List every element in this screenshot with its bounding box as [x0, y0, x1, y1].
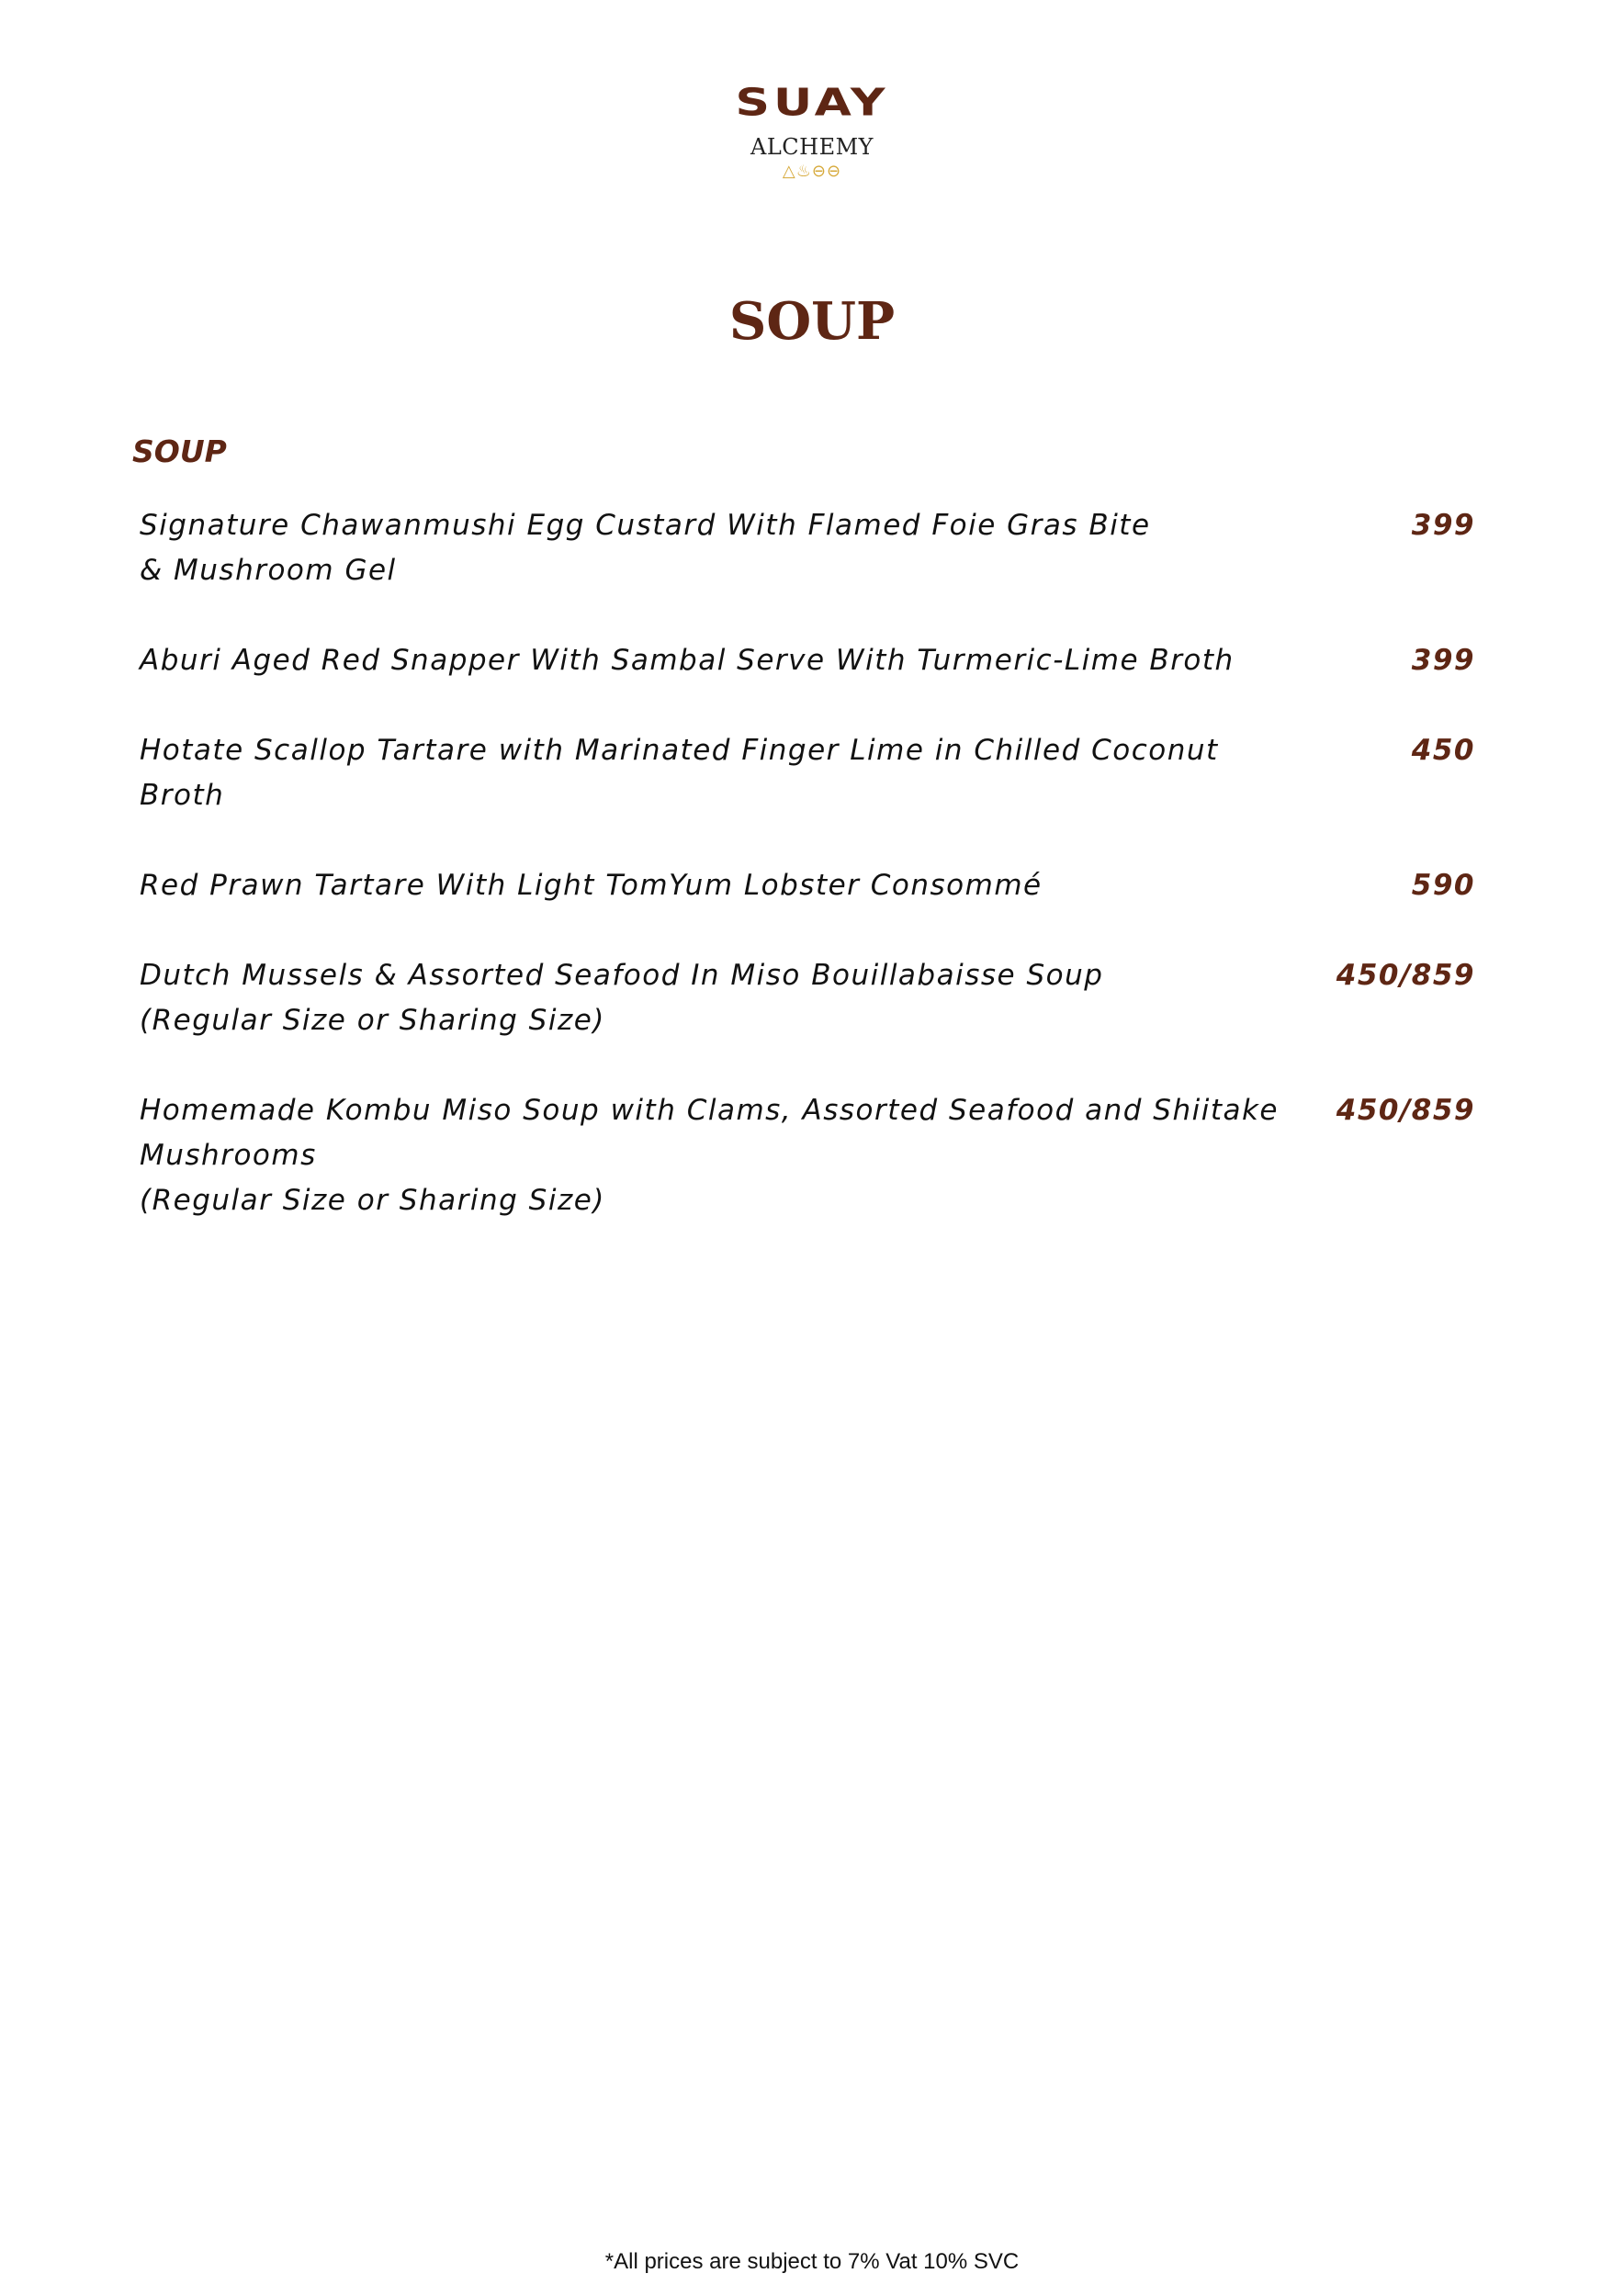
logo-brand-name: SUAY: [735, 81, 889, 125]
menu-item-name-line: Homemade Kombu Miso Soup with Clams, Assorted Seafood and Shiitake: [140, 1094, 1280, 1127]
menu-item: [140, 863, 1475, 908]
menu-item-price: 450: [1411, 734, 1475, 767]
menu-item: [140, 503, 1475, 593]
menu-item-name-line: Aburi Aged Red Snapper With Sambal Serve With Turmeric-Lime Broth: [140, 644, 1235, 677]
menu-item-list: [140, 503, 1475, 1268]
menu-item-name-line: Signature Chawanmushi Egg Custard With Flamed Foie Gras Bite: [140, 509, 1151, 542]
menu-item-name-line: (Regular Size or Sharing Size): [140, 1004, 605, 1037]
menu-item-name-line: Mushrooms: [140, 1139, 317, 1172]
section-heading: SOUP: [132, 433, 227, 469]
menu-item-price: 590: [1411, 869, 1475, 902]
menu-item-name-line: Red Prawn Tartare With Light TomYum Lobster Consommé: [140, 869, 1043, 902]
menu-item-name-line: (Regular Size or Sharing Size): [140, 1184, 605, 1217]
menu-item: [140, 953, 1475, 1043]
page-title: SOUP: [728, 291, 896, 352]
price-disclaimer: *All prices are subject to 7% Vat 10% SVC: [604, 2249, 1020, 2274]
restaurant-logo: [0, 77, 1624, 182]
logo-symbols-icon: △♨⊖⊖: [782, 162, 842, 181]
menu-item-price: 450/859: [1336, 959, 1475, 992]
menu-item-name-line: Dutch Mussels & Assorted Seafood In Miso Bouillabaisse Soup: [140, 959, 1104, 992]
menu-item-price: 399: [1411, 644, 1475, 677]
menu-item-name-line: Hotate Scallop Tartare with Marinated Finger Lime in Chilled Coconut Broth: [140, 734, 1219, 812]
menu-item-name-line: & Mushroom Gel: [140, 554, 397, 587]
menu-item-name: [140, 503, 1288, 593]
menu-item: [140, 1088, 1475, 1223]
menu-item-name: [140, 1088, 1288, 1223]
menu-item-name: [140, 728, 1288, 818]
menu-item-name: [140, 863, 1288, 908]
menu-item-name: [140, 638, 1288, 683]
logo-subtitle: ALCHEMY: [750, 134, 874, 160]
menu-item: [140, 728, 1475, 818]
menu-item-price: 399: [1411, 509, 1475, 542]
menu-item: [140, 638, 1475, 683]
menu-item-price: 450/859: [1336, 1094, 1475, 1127]
menu-item-name: [140, 953, 1288, 1043]
